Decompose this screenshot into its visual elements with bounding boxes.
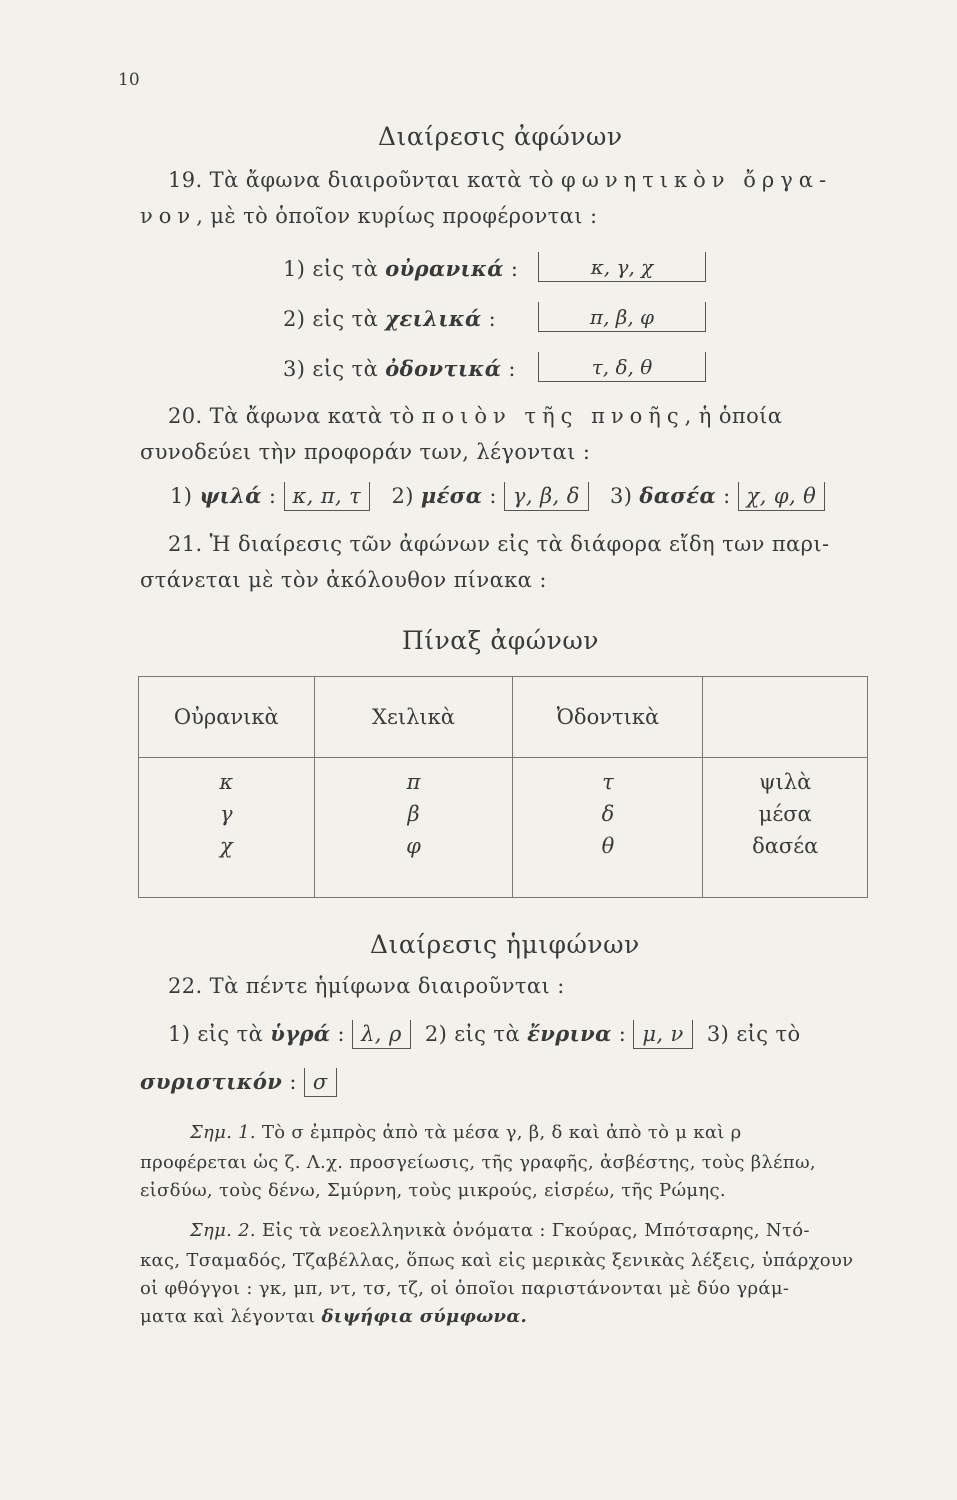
breath-row: 1) ψιλά : κ, π, τ 2) μέσα : γ, β, δ 3) δασέα : χ, φ, θ bbox=[170, 482, 825, 511]
note-2-line1: Σημ. 2. Εἰς τὰ νεοελληνικὰ ὀνόματα : Γκούρας, Μπότσαρης, Ντό- bbox=[190, 1220, 810, 1241]
para-21-line1: 21. Ἡ διαίρεσις τῶν ἀφώνων εἰς τὰ διάφορα εἴδη των παρι- bbox=[168, 532, 830, 556]
consonant-table bbox=[138, 676, 868, 898]
para-21-line2: στάνεται μὲ τὸν ἀκόλουθον πίνακα : bbox=[140, 568, 547, 592]
para-20-line1: 20. Τὰ ἄφωνα κατὰ τὸ ποιὸν τῆς πνοῆς, ἡ ὁποία bbox=[168, 404, 783, 428]
table-header-cell: Οὐρανικὰ bbox=[139, 677, 315, 758]
para-22: 22. Τὰ πέντε ἡμίφωνα διαιροῦνται : bbox=[168, 974, 565, 998]
list-item-1: 1) εἰς τὰ οὐρανικά : bbox=[283, 256, 519, 281]
table-cell: τ δ θ bbox=[513, 758, 703, 898]
table-header-cell: Ὀδοντικὰ bbox=[513, 677, 703, 758]
box-velar: κ, γ, χ bbox=[538, 252, 706, 282]
box-psila: κ, π, τ bbox=[284, 482, 371, 511]
table-header-row bbox=[139, 677, 868, 758]
para-20-line2: συνοδεύει τὴν προφοράν των, λέγονται : bbox=[140, 440, 591, 464]
note-1-line2: προφέρεται ὡς ζ. Λ.χ. προσγείωσις, τῆς γραφῆς, ἀσβέστης, τοὺς βλέπω, bbox=[140, 1152, 816, 1173]
table-cell: ψιλὰ μέσα δασέα bbox=[703, 758, 868, 898]
semivowel-row-2: συριστικόν : σ bbox=[140, 1068, 337, 1097]
table-row bbox=[139, 758, 868, 898]
box-dasea: χ, φ, θ bbox=[738, 482, 826, 511]
note-1-line3: εἰσδύω, τοὺς δένω, Σμύρνη, τοὺς μικρούς, εἰσρέω, τῆς Ρώμης. bbox=[140, 1180, 726, 1201]
list-item-2: 2) εἰς τὰ χειλικά : bbox=[283, 306, 497, 331]
table-header-cell bbox=[703, 677, 868, 758]
page-number: 10 bbox=[118, 70, 140, 90]
box-mesa: γ, β, δ bbox=[504, 482, 589, 511]
note-1-line1: Σημ. 1. Τὸ σ ἐμπρὸς ἀπὸ τὰ μέσα γ, β, δ καὶ ἀπὸ τὸ μ καὶ ρ bbox=[190, 1122, 742, 1143]
box-enrina: μ, ν bbox=[633, 1020, 692, 1049]
box-syristiko: σ bbox=[304, 1068, 337, 1097]
list-item-3: 3) εἰς τὰ ὀδοντικά : bbox=[283, 356, 516, 381]
note-2-line3: οἱ φθόγγοι : γκ, μπ, ντ, τσ, τζ, οἱ ὁποῖοι παριστάνονται μὲ δύο γράμ- bbox=[140, 1278, 790, 1299]
box-labial: π, β, φ bbox=[538, 302, 706, 332]
note-2-line2: κας, Τσαμαδός, Τζαβέλλας, ὅπως καὶ εἰς μερικὰς ξενικὰς λέξεις, ὑπάρχουν bbox=[140, 1250, 854, 1271]
table-header-cell: Χειλικὰ bbox=[314, 677, 513, 758]
section-heading-consonants: Διαίρεσις ἀφώνων bbox=[378, 122, 623, 151]
semivowel-row: 1) εἰς τὰ ὑγρά : λ, ρ 2) εἰς τὰ ἔνρινα : μ, ν 3) εἰς τὸ bbox=[168, 1020, 801, 1049]
box-ygra: λ, ρ bbox=[352, 1020, 411, 1049]
table-cell: κ γ χ bbox=[139, 758, 315, 898]
table-cell: π β φ bbox=[314, 758, 513, 898]
section-heading-semivowels: Διαίρεσις ἡμιφώνων bbox=[370, 930, 640, 959]
note-2-line4: ματα καὶ λέγονται διψήφια σύμφωνα. bbox=[140, 1306, 528, 1327]
box-dental: τ, δ, θ bbox=[538, 352, 706, 382]
para-19-line2: νον, μὲ τὸ ὁποῖον κυρίως προφέρονται : bbox=[140, 204, 598, 228]
table-title: Πίναξ ἀφώνων bbox=[402, 626, 599, 655]
para-19-line1: 19. Τὰ ἄφωνα διαιροῦνται κατὰ τὸ φωνητικὸν ὄργα- bbox=[168, 168, 833, 192]
